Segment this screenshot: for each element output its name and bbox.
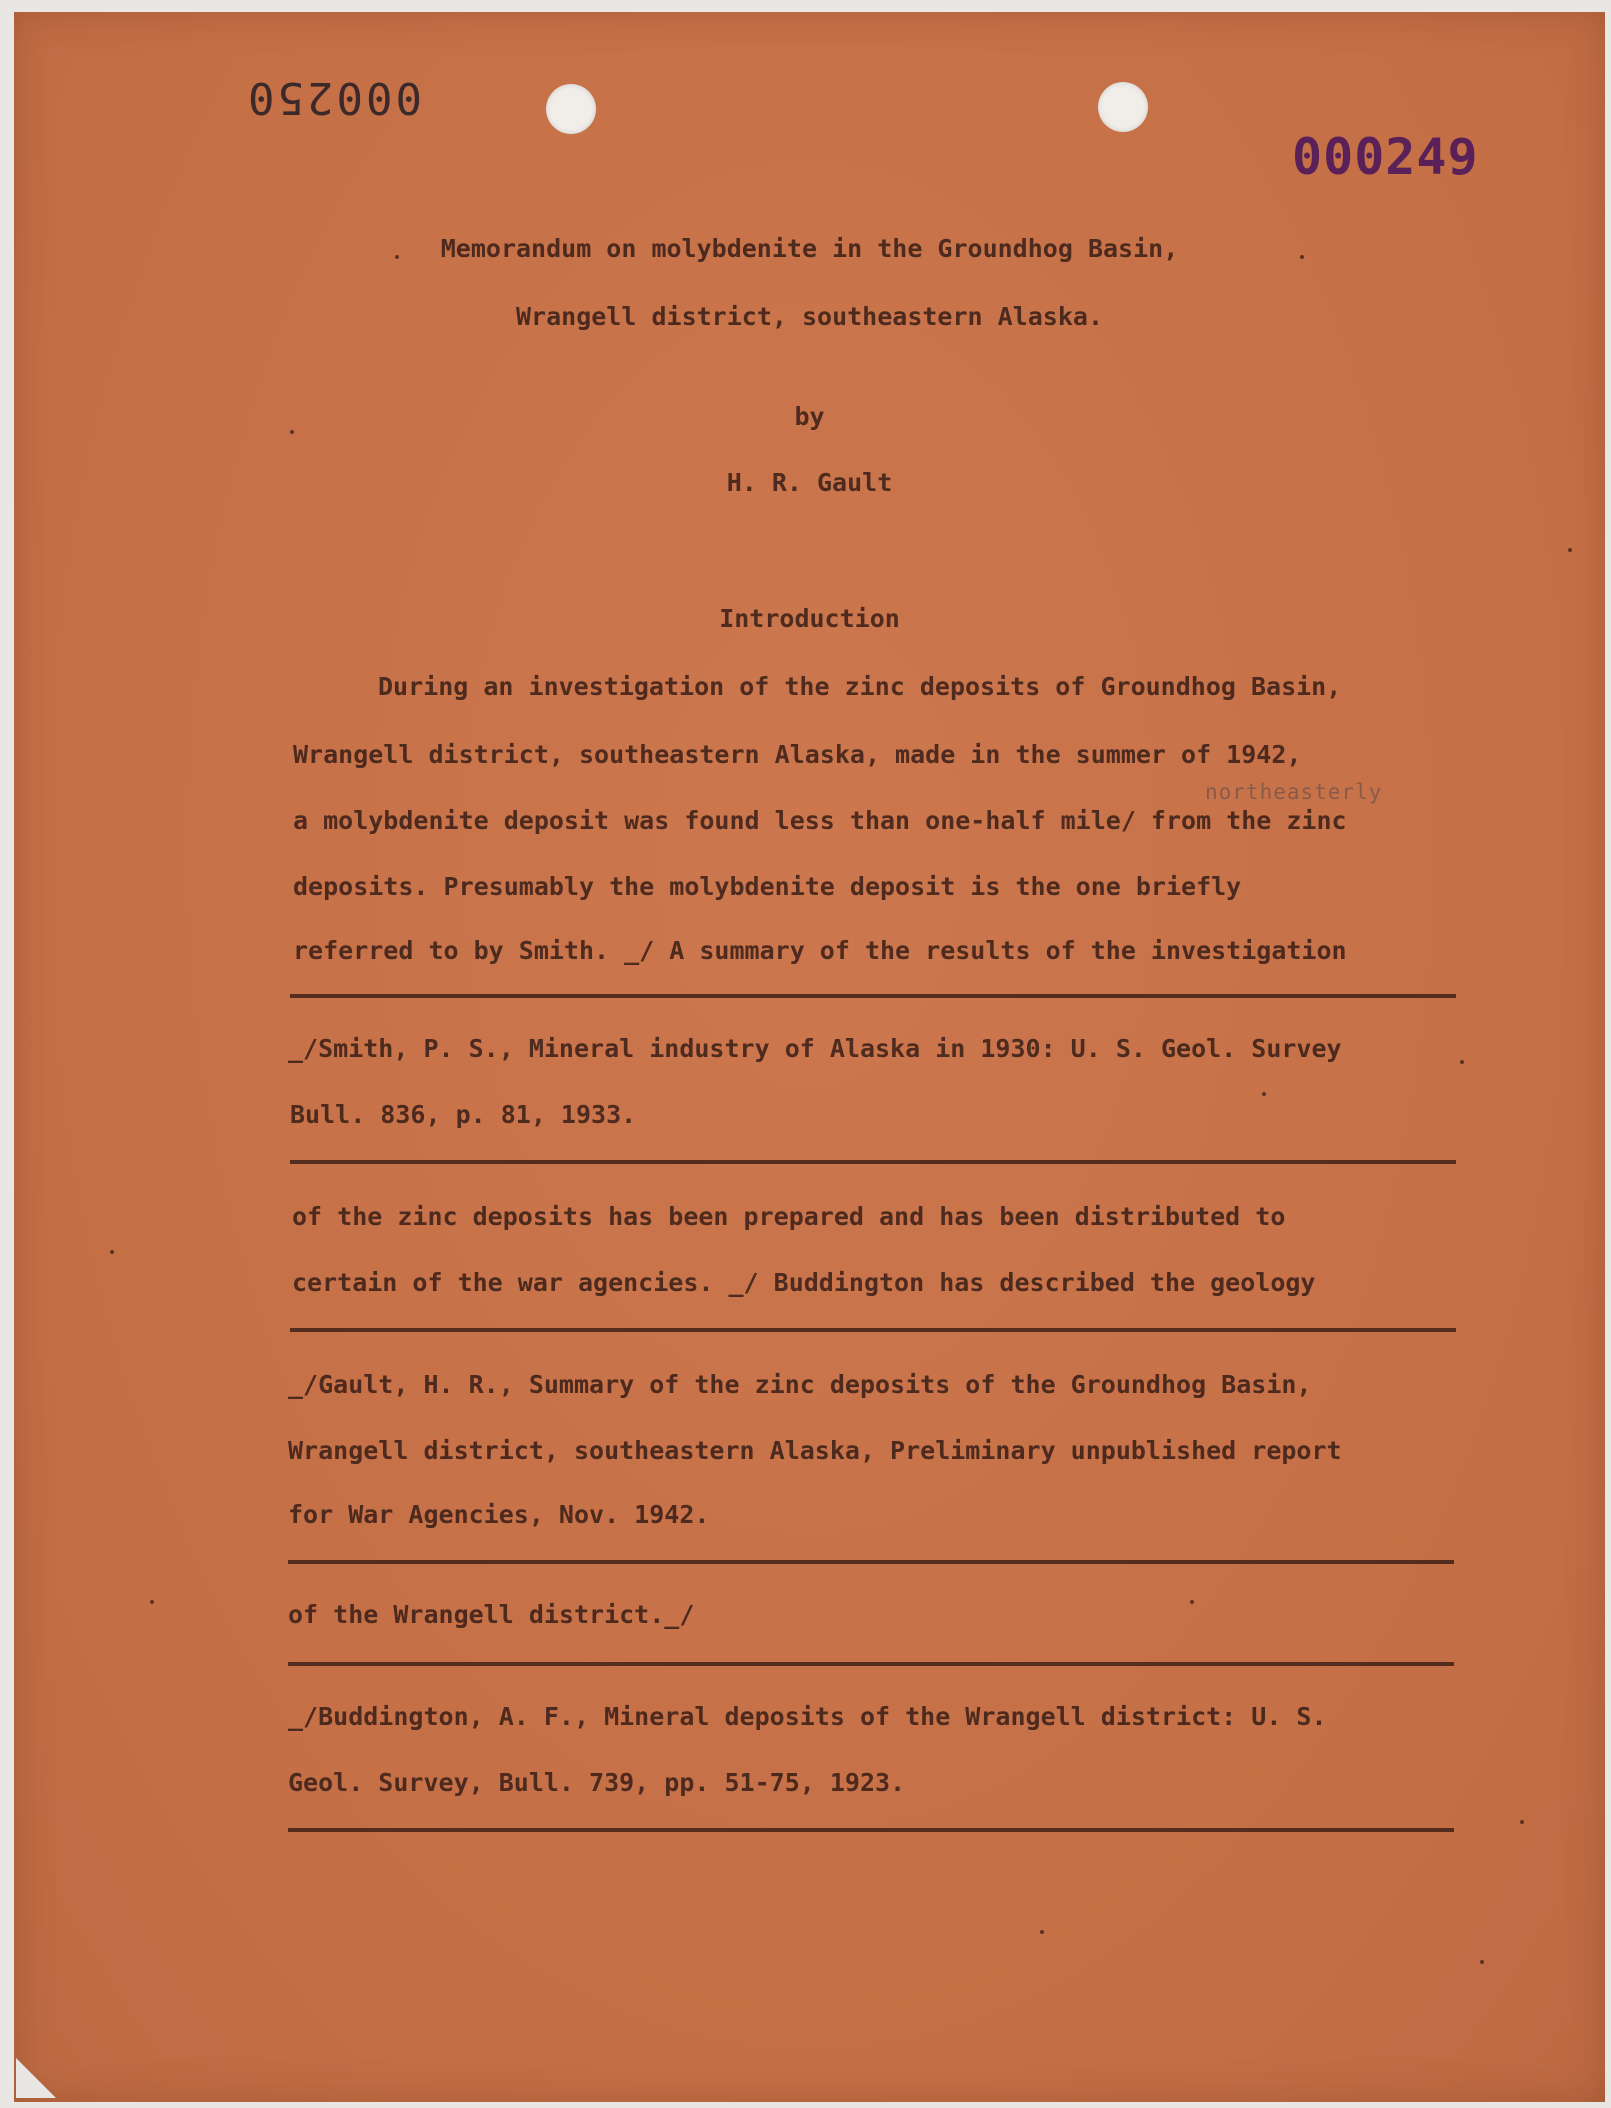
paragraph-1-line-4: deposits. Presumably the molybdenite deposit is the one briefly xyxy=(293,872,1242,901)
handwritten-insertion: northeasterly xyxy=(1205,780,1383,804)
title-line-2: Wrangell district, southeastern Alaska. xyxy=(516,302,1103,331)
paragraph-1-line-2: Wrangell district, southeastern Alaska, made in the summer of 1942, xyxy=(293,740,1302,769)
divider-rule xyxy=(290,994,1456,998)
paper-speck xyxy=(1040,1930,1044,1934)
paper-speck xyxy=(395,255,399,259)
divider-rule xyxy=(288,1662,1454,1666)
paper-speck xyxy=(1300,255,1304,259)
divider-rule xyxy=(290,1160,1456,1164)
punch-hole-right xyxy=(1098,82,1148,132)
footnote-1-line-2: Bull. 836, p. 81, 1933. xyxy=(290,1100,637,1129)
footnote-2-line-2: Wrangell district, southeastern Alaska, Preliminary unpublished report xyxy=(288,1436,1342,1465)
footnote-3-line-1: _/Buddington, A. F., Mineral deposits of the Wrangell district: U. S. xyxy=(288,1702,1327,1731)
paragraph-1-line-5: referred to by Smith. _/ A summary of the results of the investigation xyxy=(293,936,1347,965)
paper-speck xyxy=(150,1600,154,1604)
divider-rule xyxy=(288,1828,1454,1832)
paper-speck xyxy=(1460,1060,1464,1064)
title-line-1: Memorandum on molybdenite in the Groundhog Basin, xyxy=(440,234,1179,263)
paper-speck xyxy=(110,1250,114,1254)
paper-speck xyxy=(290,430,294,434)
author-name: H. R. Gault xyxy=(726,468,893,497)
footnote-2-line-3: for War Agencies, Nov. 1942. xyxy=(288,1500,710,1529)
footnote-3-line-2: Geol. Survey, Bull. 739, pp. 51-75, 1923. xyxy=(288,1768,906,1797)
paper-speck xyxy=(1262,1092,1266,1096)
page-number-stamp-right: 000249 xyxy=(1292,128,1479,186)
footnote-1-line-1: _/Smith, P. S., Mineral industry of Alaska in 1930: U. S. Geol. Survey xyxy=(288,1034,1342,1063)
paragraph-2-line-1: of the zinc deposits has been prepared and has been distributed to xyxy=(292,1202,1286,1231)
torn-corner xyxy=(16,2058,56,2098)
punch-hole-left xyxy=(546,84,596,134)
paragraph-1-line-1: During an investigation of the zinc deposits of Groundhog Basin, xyxy=(378,672,1342,701)
divider-rule xyxy=(288,1560,1454,1564)
paragraph-3-line-1: of the Wrangell district._/ xyxy=(288,1600,695,1629)
paper-speck xyxy=(1190,1600,1194,1604)
paragraph-2-line-2: certain of the war agencies. _/ Buddington has described the geology xyxy=(292,1268,1316,1297)
paragraph-1-line-3: a molybdenite deposit was found less than one-half mile/ from the zinc xyxy=(293,806,1347,835)
page-number-stamp-left: 000250 xyxy=(245,72,422,123)
section-heading-introduction: Introduction xyxy=(719,604,900,633)
footnote-2-line-1: _/Gault, H. R., Summary of the zinc deposits of the Groundhog Basin, xyxy=(288,1370,1312,1399)
divider-rule xyxy=(290,1328,1456,1332)
paper-speck xyxy=(1480,1960,1484,1964)
byline-by: by xyxy=(794,402,825,431)
paper-speck xyxy=(1520,1820,1524,1824)
paper-speck xyxy=(1568,548,1572,552)
